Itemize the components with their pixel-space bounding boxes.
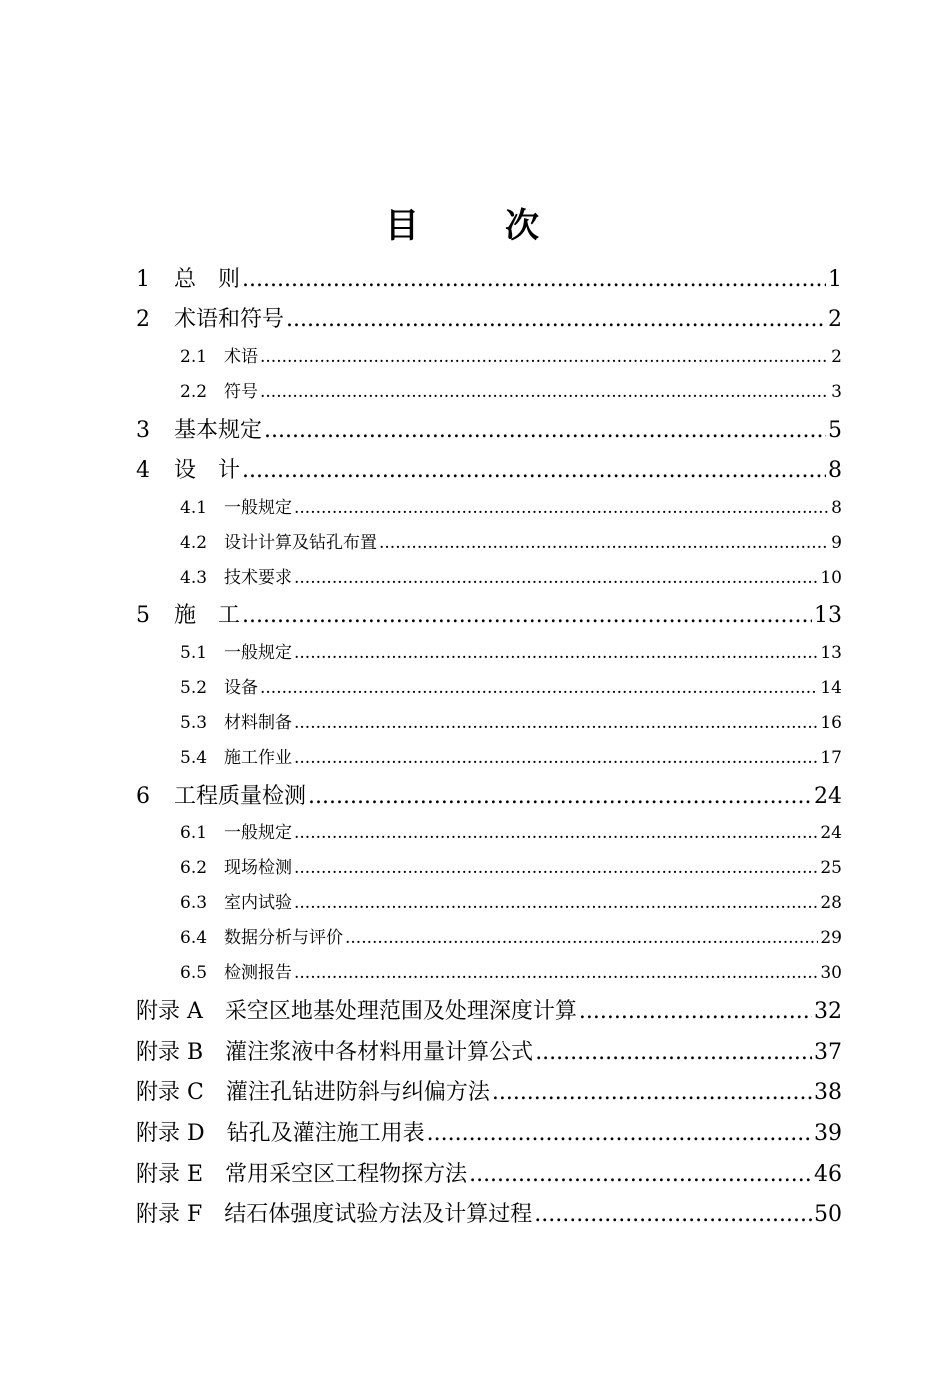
toc-entry-page: 38 xyxy=(814,1080,842,1105)
toc-entry-page: 5 xyxy=(828,418,842,443)
toc-leader-dots xyxy=(264,418,826,443)
toc-entry-page: 2 xyxy=(831,347,842,367)
toc-entry-page: 2 xyxy=(828,307,842,332)
toc-leader-dots xyxy=(427,1121,812,1146)
toc-leader-dots xyxy=(294,858,818,878)
toc-entry-label: 一般规定 xyxy=(224,498,292,518)
toc-entry-number: 6.3 xyxy=(180,893,208,913)
toc-entry-number: 5 xyxy=(136,603,150,628)
toc-subentry[interactable] xyxy=(180,958,842,982)
toc-entry-number: 5.2 xyxy=(180,678,208,698)
toc-leader-dots xyxy=(294,643,818,663)
toc-entry-label: 现场检测 xyxy=(224,858,292,878)
toc-entry-label: 常用采空区工程物探方法 xyxy=(225,1162,468,1187)
toc-entry-label: 灌注浆液中各材料用量计算公式 xyxy=(225,1040,534,1065)
toc-entry-page: 17 xyxy=(820,748,842,768)
toc-subentry[interactable] xyxy=(180,638,842,662)
toc-appendix-entry[interactable] xyxy=(136,1116,842,1146)
toc-entry-number: 2.2 xyxy=(180,382,208,402)
page-title: 目 次 xyxy=(385,206,565,246)
toc-subentry[interactable] xyxy=(180,743,842,767)
toc-entry-number: 6.2 xyxy=(180,858,208,878)
toc-leader-dots xyxy=(294,498,829,518)
toc-leader-dots xyxy=(242,267,826,292)
toc-entry-label: 数据分析与评价 xyxy=(224,928,343,948)
toc-entry-number: 4.1 xyxy=(180,498,208,518)
toc-entry-page: 28 xyxy=(820,893,842,913)
toc-entry-number: 附录 D xyxy=(136,1121,205,1146)
toc-entry-number: 4.2 xyxy=(180,533,208,553)
toc-entry-number: 4.3 xyxy=(180,568,208,588)
toc-entry-page: 30 xyxy=(820,963,842,983)
toc-leader-dots xyxy=(308,784,812,809)
toc-leader-dots xyxy=(260,678,818,698)
toc-entry-page: 46 xyxy=(814,1162,842,1187)
toc-entry-number: 附录 F xyxy=(136,1202,203,1227)
toc-entry-number: 5.4 xyxy=(180,748,208,768)
toc-entry-page: 25 xyxy=(820,858,842,878)
toc-entry-label: 一般规定 xyxy=(224,823,292,843)
toc-entry-label: 基本规定 xyxy=(174,418,263,443)
toc-entry-page: 24 xyxy=(820,823,842,843)
toc-entry[interactable] xyxy=(136,262,842,292)
toc-entry-label: 材料制备 xyxy=(224,713,292,733)
toc-entry-number: 6.5 xyxy=(180,963,208,983)
toc-leader-dots xyxy=(242,458,826,483)
toc-entry-number: 6.1 xyxy=(180,823,208,843)
toc-entry[interactable] xyxy=(136,453,842,483)
toc-entry-label: 一般规定 xyxy=(224,643,292,663)
toc-entry-number: 6 xyxy=(136,784,150,809)
toc-entry-page: 24 xyxy=(814,784,842,809)
toc-entry[interactable] xyxy=(136,413,842,443)
toc-entry-label: 技术要求 xyxy=(224,568,292,588)
toc-entry-page: 37 xyxy=(814,1040,842,1065)
toc-appendix-entry[interactable] xyxy=(136,1075,842,1105)
toc-leader-dots xyxy=(260,382,829,402)
toc-leader-dots xyxy=(379,533,829,553)
toc-entry[interactable] xyxy=(136,779,842,809)
toc-leader-dots xyxy=(534,1202,812,1227)
toc-entry-label: 采空区地基处理范围及处理深度计算 xyxy=(224,999,577,1024)
toc-entry-number: 6.4 xyxy=(180,928,208,948)
toc-leader-dots xyxy=(294,893,818,913)
toc-entry-page: 39 xyxy=(814,1121,842,1146)
toc-entry-number: 2 xyxy=(136,307,150,332)
toc-appendix-entry[interactable] xyxy=(136,1157,842,1187)
toc-entry-number: 附录 A xyxy=(136,999,203,1024)
toc-appendix-entry[interactable] xyxy=(136,1197,842,1227)
toc-leader-dots xyxy=(294,568,818,588)
toc-entry-number: 附录 C xyxy=(136,1080,204,1105)
toc-entry[interactable] xyxy=(136,598,842,628)
toc-leader-dots xyxy=(492,1080,812,1105)
toc-entry-number: 2.1 xyxy=(180,347,208,367)
toc-entry-page: 13 xyxy=(820,643,842,663)
toc-entry-label: 设 计 xyxy=(174,458,241,483)
toc-entry-number: 附录 E xyxy=(136,1162,204,1187)
toc-subentry[interactable] xyxy=(180,818,842,842)
toc-entry-label: 钻孔及灌注施工用表 xyxy=(226,1121,425,1146)
toc-leader-dots xyxy=(535,1040,812,1065)
toc-appendix-entry[interactable] xyxy=(136,994,842,1024)
toc-leader-dots xyxy=(579,999,812,1024)
toc-entry-label: 设计计算及钻孔布置 xyxy=(224,533,377,553)
toc-entry-page: 8 xyxy=(828,458,842,483)
toc-entry-page: 3 xyxy=(831,382,842,402)
toc-subentry[interactable] xyxy=(180,708,842,732)
toc-subentry[interactable] xyxy=(180,377,842,401)
toc-subentry[interactable] xyxy=(180,673,842,697)
toc-entry-page: 10 xyxy=(820,568,842,588)
toc-subentry[interactable] xyxy=(180,528,842,552)
toc-subentry[interactable] xyxy=(180,923,842,947)
toc-entry-number: 附录 B xyxy=(136,1040,204,1065)
toc-entry-label: 术语 xyxy=(224,347,258,367)
toc-entry-label: 结石体强度试验方法及计算过程 xyxy=(224,1202,533,1227)
toc-entry-label: 检测报告 xyxy=(224,963,292,983)
toc-leader-dots xyxy=(286,307,826,332)
toc-entry-number: 5.3 xyxy=(180,713,208,733)
toc-entry-label: 灌注孔钻进防斜与纠偏方法 xyxy=(225,1080,490,1105)
toc-subentry[interactable] xyxy=(180,563,842,587)
toc-entry[interactable] xyxy=(136,302,842,332)
toc-entry-page: 1 xyxy=(828,267,842,292)
toc-entry-page: 29 xyxy=(820,928,842,948)
toc-entry-number: 3 xyxy=(136,418,150,443)
toc-subentry[interactable] xyxy=(180,888,842,912)
toc-leader-dots xyxy=(294,823,818,843)
toc-entry-label: 工程质量检测 xyxy=(174,784,307,809)
toc-entry-label: 施 工 xyxy=(174,603,241,628)
toc-leader-dots xyxy=(242,603,812,628)
toc-subentry[interactable] xyxy=(180,853,842,877)
toc-entry-number: 4 xyxy=(136,458,150,483)
toc-leader-dots xyxy=(345,928,818,948)
toc-entry-number: 1 xyxy=(136,267,150,292)
toc-leader-dots xyxy=(294,748,818,768)
toc-appendix-entry[interactable] xyxy=(136,1035,842,1065)
toc-entry-label: 室内试验 xyxy=(224,893,292,913)
toc-leader-dots xyxy=(294,963,818,983)
toc-entry-number: 5.1 xyxy=(180,643,208,663)
toc-leader-dots xyxy=(469,1162,812,1187)
toc-entry-label: 总 则 xyxy=(174,267,241,292)
toc-subentry[interactable] xyxy=(180,493,842,517)
toc-entry-page: 14 xyxy=(820,678,842,698)
toc-leader-dots xyxy=(294,713,818,733)
toc-entry-page: 8 xyxy=(831,498,842,518)
toc-entry-label: 设备 xyxy=(224,678,258,698)
toc-entry-page: 9 xyxy=(831,533,842,553)
toc-subentry[interactable] xyxy=(180,342,842,366)
toc-entry-page: 13 xyxy=(814,603,842,628)
toc-entry-label: 符号 xyxy=(224,382,258,402)
toc-entry-page: 32 xyxy=(814,999,842,1024)
toc-entry-label: 施工作业 xyxy=(224,748,292,768)
toc-entry-page: 50 xyxy=(814,1202,842,1227)
toc-entry-page: 16 xyxy=(820,713,842,733)
toc-leader-dots xyxy=(260,347,829,367)
toc-entry-label: 术语和符号 xyxy=(174,307,285,332)
